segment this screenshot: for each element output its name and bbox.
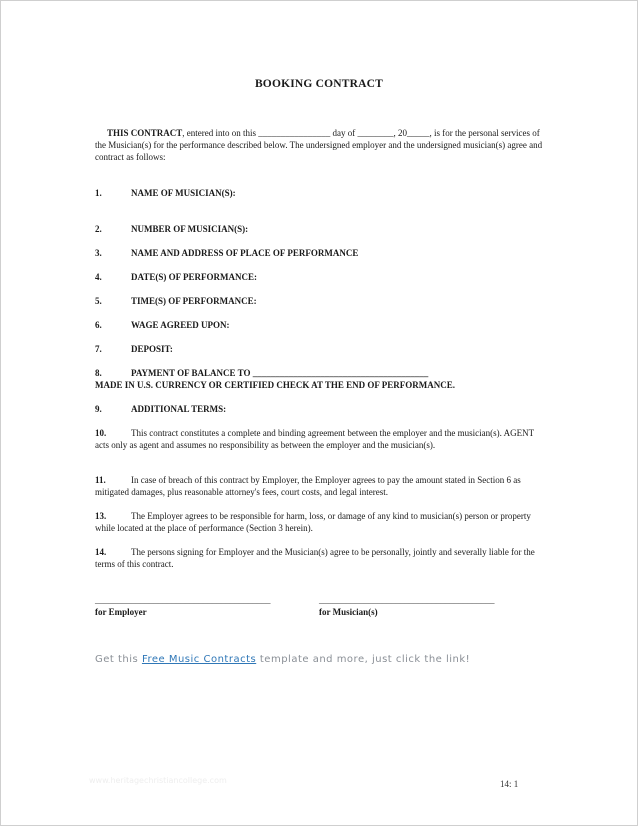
item-7: 7. DEPOSIT: <box>95 344 173 354</box>
clause-11: 11. In case of breach of this contract by Employer, the Employer agrees to pay the amount stated in Section 6 as mitigated damages, plus reasonable attorney's fees, court costs, and legal interest. <box>95 475 521 497</box>
intro-paragraph <box>95 127 547 163</box>
item-4: 4. DATE(S) OF PERFORMANCE: <box>95 272 257 282</box>
item-label: WAGE AGREED UPON: <box>131 320 230 330</box>
item-label: DATE(S) OF PERFORMANCE: <box>131 272 257 282</box>
page-title: BOOKING CONTRACT <box>254 78 384 90</box>
clause-13: 13. The Employer agrees to be responsible for harm, loss, or damage of any kind to musician(s) person or property while located at the place of performance (Section 3 herein). <box>95 511 531 533</box>
item-label: NUMBER OF MUSICIAN(S): <box>131 224 249 234</box>
promo-after: template and more, just click the link! <box>256 654 471 665</box>
item-label: NAME OF MUSICIAN(S): <box>131 188 236 198</box>
clause-10: 10. This contract constitutes a complete and binding agreement between the employer and the musician(s). AGENT acts only as agent and assumes no responsibility as between the employer and the musician(s). <box>95 428 534 450</box>
item-label: DEPOSIT: <box>131 344 173 354</box>
clause-14: 14. The persons signing for Employer and the Musician(s) agree to be personally, jointly and severally liable for the terms of this contract. <box>95 547 535 569</box>
item-8: 8. PAYMENT OF BALANCE TO _______________________________________ MADE IN U.S. CURRENCY OR CERTIFIED CHECK AT THE END OF PERFORMANCE. <box>95 368 456 390</box>
intro-text: , entered into on this ________________ day of ________, 20_____, is for the personal services of the Musician(s) for the performance described below. The undersigned employer and the undersigned musician(s) agree and contract as follows: <box>95 128 543 162</box>
item-label: PAYMENT OF BALANCE TO _______________________________________ <box>131 368 429 378</box>
item-label: TIME(S) OF PERFORMANCE: <box>131 296 257 306</box>
clause-text: The Employer agrees to be responsible for harm, loss, or damage of any kind to musician(s) person or property while located at the place of performance (Section 3 herein). <box>95 511 531 533</box>
item-5: 5. TIME(S) OF PERFORMANCE: <box>95 296 257 306</box>
item-label: NAME AND ADDRESS OF PLACE OF PERFORMANCE <box>131 248 359 258</box>
watermark: www.heritagechristiancollege.com <box>89 776 227 785</box>
promo-line <box>95 654 470 665</box>
item-label: ADDITIONAL TERMS: <box>131 404 227 414</box>
item-8-continuation: MADE IN U.S. CURRENCY OR CERTIFIED CHECK AT THE END OF PERFORMANCE. <box>95 380 456 390</box>
clause-text: This contract constitutes a complete and binding agreement between the employer and the musician(s). AGENT acts only as agent and assumes no responsibility as between the employer and the musician(s). <box>95 428 534 450</box>
musician-signature-label: for Musician(s) <box>319 607 378 617</box>
item-9: 9. ADDITIONAL TERMS: <box>95 404 227 414</box>
item-3: 3. NAME AND ADDRESS OF PLACE OF PERFORMANCE <box>95 248 359 258</box>
clause-text: The persons signing for Employer and the Musician(s) agree to be personally, jointly and severally liable for the terms of this contract. <box>95 547 535 569</box>
musician-signature-line: _______________________________________ <box>319 595 495 605</box>
employer-signature-line: _______________________________________ <box>95 595 271 605</box>
clause-text: In case of breach of this contract by Employer, the Employer agrees to pay the amount stated in Section 6 as mitigated damages, plus reasonable attorney's fees, court costs, and legal interest. <box>95 475 521 497</box>
item-1: 1. NAME OF MUSICIAN(S): <box>95 188 236 198</box>
promo-before: Get this <box>95 654 142 665</box>
free-music-contracts-link[interactable]: Free Music Contracts <box>141 654 257 665</box>
item-2: 2. NUMBER OF MUSICIAN(S): <box>95 224 249 234</box>
page-number: 14: 1 <box>500 779 519 789</box>
intro-lead: THIS CONTRACT <box>107 128 183 138</box>
employer-signature-label: for Employer <box>95 607 147 617</box>
item-6: 6. WAGE AGREED UPON: <box>95 320 230 330</box>
